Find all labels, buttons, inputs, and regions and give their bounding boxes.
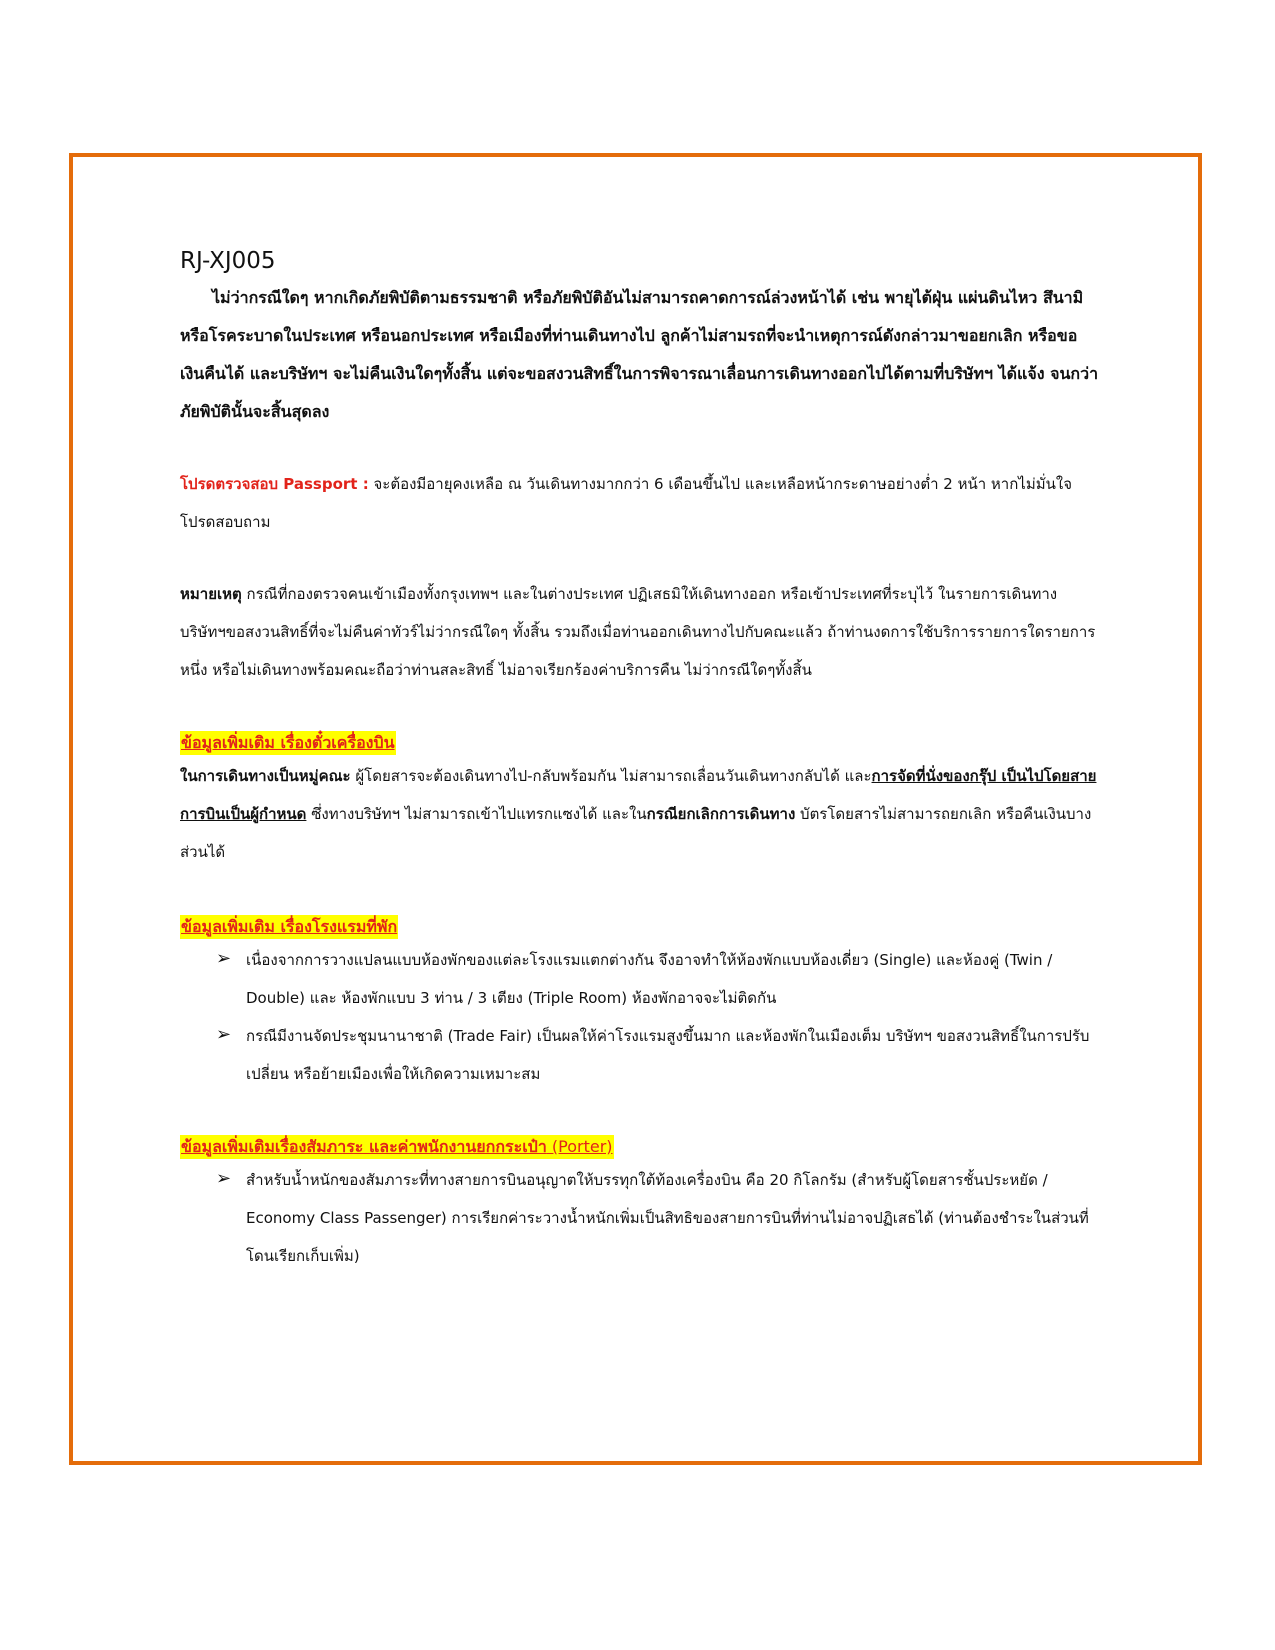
passport-text: จะต้องมีอายุคงเหลือ ณ วันเดินทางมากกว่า 6 เดือนขึ้นไป และเหลือหน้ากระดาษอย่างต่ำ 2 หน้า หากไม่มั่นใจโปรดสอบถาม: [180, 475, 1072, 531]
note-text: กรณีที่กองตรวจคนเข้าเมืองทั้งกรุงเทพฯ และในต่างประเทศ ปฏิเสธมิให้เดินทางออก หรือเข้าประเทศที่ระบุไว้ ในรายการเดินทาง บริษัทฯขอสงวนสิทธิ์ที่จะไม่คืนค่าทัวร์ไม่ว่ากรณีใดๆ ทั้งสิ้น รวมถึงเมื่อท่านออกเดินทางไปกับคณะแล้ว ถ้าท่านงดการใช้บริการรายการใดรายการหนึ่ง หรือไม่เดินทางพร้อมคณะถือว่าท่านสละสิทธิ์ ไม่อาจเรียกร้องค่าบริการคืน ไม่ว่ากรณีใดๆทั้งสิ้น: [180, 585, 1096, 679]
list-item: [216, 941, 1100, 1017]
document-code: RJ-XJ005: [180, 248, 276, 274]
baggage-item-text: สำหรับน้ำหนักของสัมภาระที่ทางสายการบินอนุญาตให้บรรทุกใต้ท้องเครื่องบิน คือ 20 กิโลกรัม (สำหรับผู้โดยสารชั้นประหยัด / Economy Class Passenger) การเรียกค่าระวางน้ำหนักเพิ่มเป็นสิทธิของสายการบินที่ท่านไม่อาจปฏิเสธได้ (ท่านต้องชำระในส่วนที่โดนเรียกเก็บเพิ่ม): [246, 1171, 1089, 1265]
baggage-list: [180, 1161, 1100, 1275]
ticket-group-travel-label: ในการเดินทางเป็นหมู่คณะ: [180, 767, 351, 785]
intro-paragraph: ไม่ว่ากรณีใดๆ หากเกิดภัยพิบัติตามธรรมชาติ หรือภัยพิบัติอันไม่สามารถคาดการณ์ล่วงหน้าได้ เช่น พายุไต้ฝุ่น แผ่นดินไหว สึนามิ หรือโรคระบาดในประเทศ หรือนอกประเทศ หรือเมืองที่ท่านเดินทางไป ลูกค้าไม่สามรถที่จะนำเหตุการณ์ดังกล่าวมาขอยกเลิก หรือขอเงินคืนได้ และบริษัทฯ จะไม่คืนเงินใดๆทั้งสิ้น แต่จะขอสงวนสิทธิ์ในการพิจารณาเลื่อนการเดินทางออกไปได้ตามที่บริษัทฯ ได้แจ้ง จนกว่าภัยพิบัตินั้นจะสิ้นสุดลง: [180, 288, 1099, 421]
passport-paragraph: [180, 465, 1100, 541]
baggage-heading-porter: (Porter): [546, 1137, 613, 1156]
ticket-seat-assignment: การจัดที่นั่งของกรุ๊ป เป็นไปโดยสายการบินเป็นผู้กำหนด: [180, 767, 1097, 823]
baggage-section-heading: [180, 1135, 614, 1159]
ticket-section-heading: ข้อมูลเพิ่มเติม เรื่องตั๋วเครื่องบิน: [180, 731, 396, 755]
list-item: [216, 1161, 1100, 1275]
document-content: [180, 247, 1100, 1275]
hotel-section-heading: ข้อมูลเพิ่มเติม เรื่องโรงแรมที่พัก: [180, 915, 398, 939]
arrowhead-bullet-icon: ➢: [216, 1024, 232, 1045]
ticket-cancellation-label: กรณียกเลิกการเดินทาง: [646, 805, 796, 823]
note-label: หมายเหตุ: [180, 585, 242, 603]
ticket-text-2: ซึ่งทางบริษัทฯ ไม่สามารถเข้าไปแทรกแซงได้ และใน: [306, 805, 647, 823]
ticket-section: [180, 731, 1100, 871]
ticket-text-1: ผู้โดยสารจะต้องเดินทางไป-กลับพร้อมกัน ไม่สามารถเลื่อนวันเดินทางกลับได้ และ: [350, 767, 872, 785]
arrowhead-bullet-icon: ➢: [216, 1168, 232, 1189]
note-paragraph: [180, 575, 1100, 689]
ticket-paragraph: [180, 757, 1100, 871]
ticket-text-3: บัตรโดยสารไม่สามารถยกเลิก หรือคืนเงินบางส่วนได้: [180, 805, 1092, 861]
baggage-heading-main: ข้อมูลเพิ่มเติมเรื่องสัมภาระ และค่าพนักงานยกกระเป๋า: [181, 1137, 547, 1156]
hotel-list: [180, 941, 1100, 1093]
hotel-item-text: กรณีมีงานจัดประชุมนานาชาติ (Trade Fair) เป็นผลให้ค่าโรงแรมสูงขึ้นมาก และห้องพักในเมืองเต็ม บริษัทฯ ขอสงวนสิทธิ์ในการปรับเปลี่ยน หรือย้ายเมืองเพื่อให้เกิดความเหมาะสม: [246, 1027, 1090, 1083]
list-item: [216, 1017, 1100, 1093]
baggage-section: [180, 1135, 1100, 1275]
passport-label: โปรดตรวจสอบ Passport :: [180, 475, 369, 493]
arrowhead-bullet-icon: ➢: [216, 948, 232, 969]
hotel-item-text: เนื่องจากการวางแปลนแบบห้องพักของแต่ละโรงแรมแตกต่างกัน จึงอาจทำให้ห้องพักแบบห้องเดี่ยว (Single) และห้องคู่ (Twin / Double) และ ห้องพักแบบ 3 ท่าน / 3 เตียง (Triple Room) ห้องพักอาจจะไม่ติดกัน: [246, 951, 1053, 1007]
hotel-section: [180, 915, 1100, 1093]
